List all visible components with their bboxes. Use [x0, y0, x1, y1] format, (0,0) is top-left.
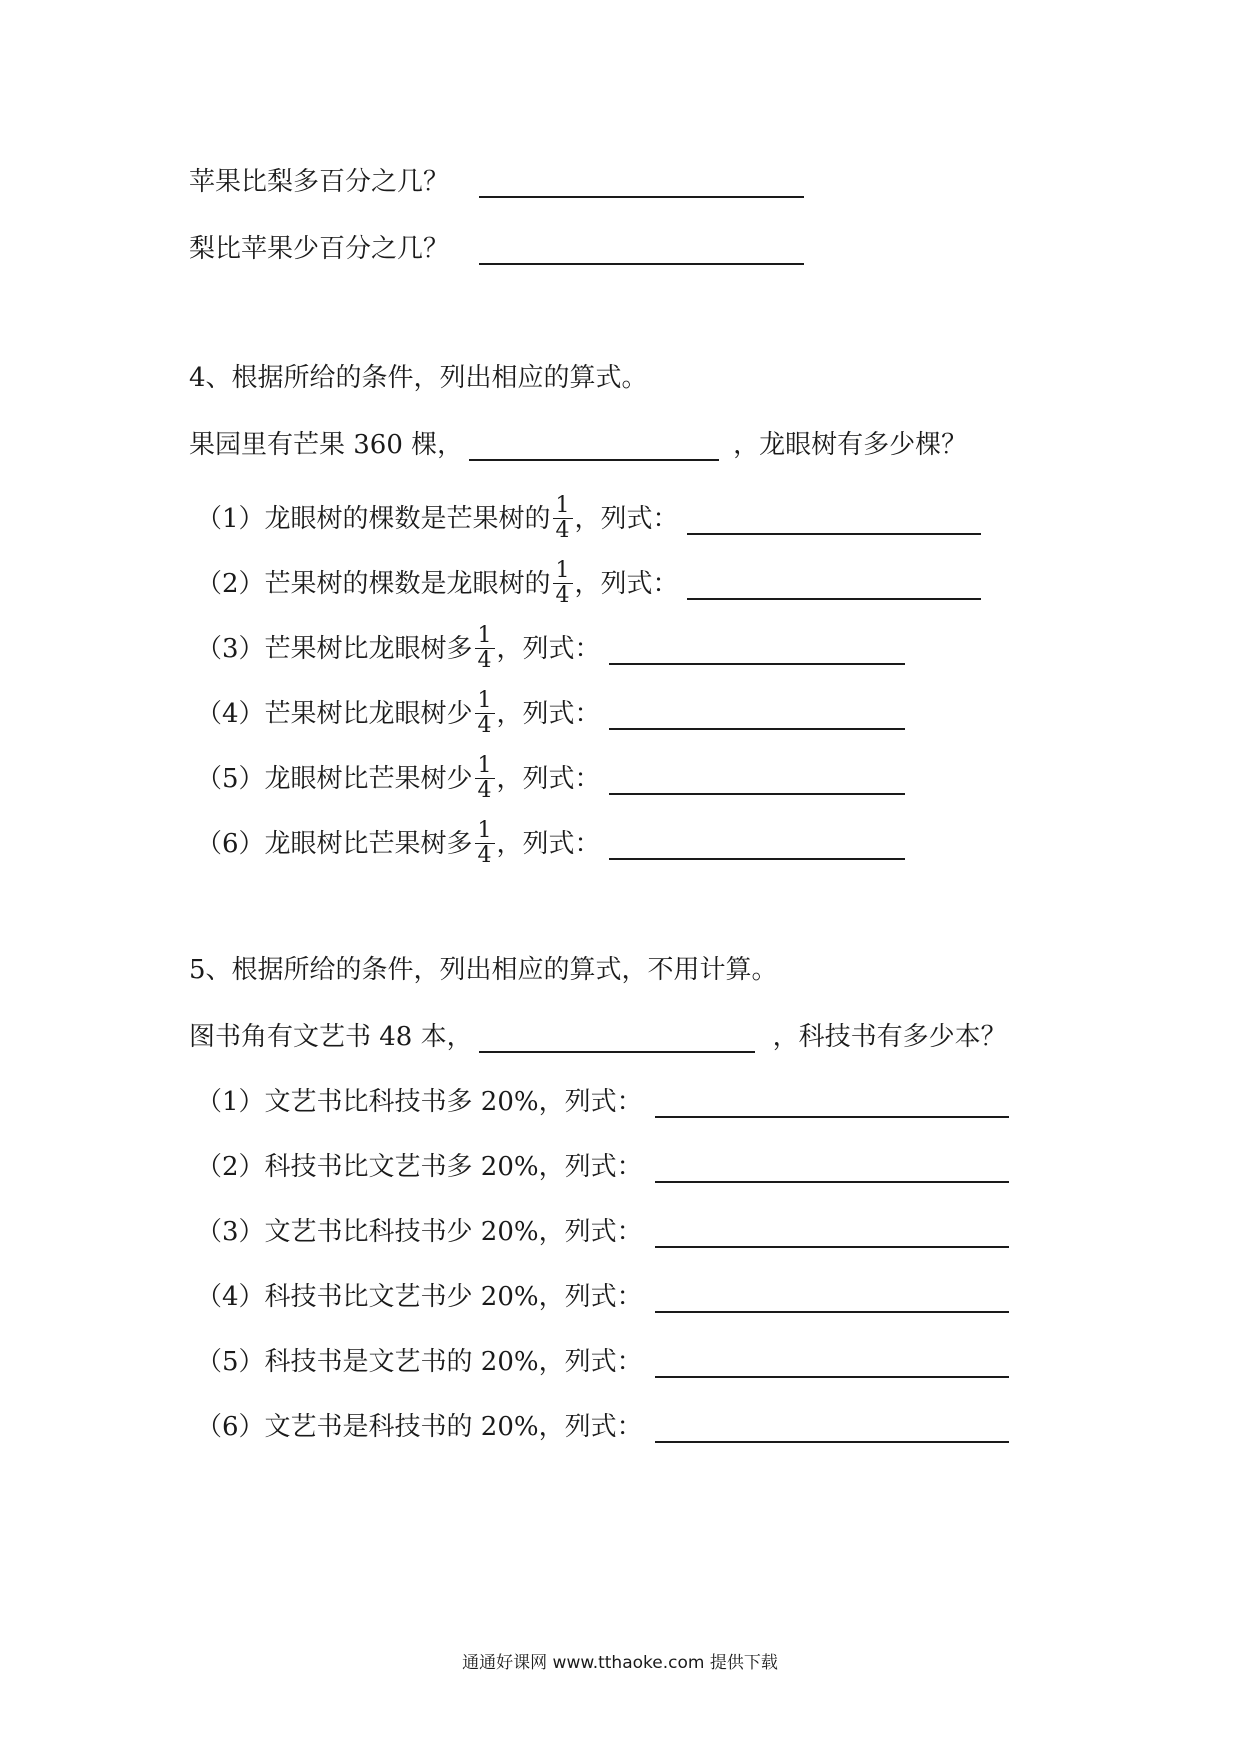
question-pear-less [189, 233, 804, 265]
fraction-numerator: 1 [475, 689, 495, 714]
section4-item-3 [196, 624, 905, 673]
section4-item-2 [196, 559, 981, 608]
question-apple-more [189, 166, 804, 198]
answer-blank[interactable] [609, 763, 905, 795]
fraction-denominator: 4 [477, 778, 492, 803]
answer-blank[interactable] [479, 166, 804, 198]
section5-item-4 [196, 1281, 1009, 1313]
fraction-one-quarter [553, 494, 573, 543]
page-footer: 通通好课网 www.tthaoke.com 提供下载 [462, 1653, 778, 1673]
item-text: （5）科技书是文艺书的 20%，列式： [196, 1347, 643, 1377]
item-prefix: （3）芒果树比龙眼树多 [196, 633, 473, 664]
answer-blank[interactable] [655, 1086, 1009, 1118]
fraction-denominator: 4 [477, 648, 492, 673]
answer-blank[interactable] [655, 1281, 1009, 1313]
item-prefix: （4）芒果树比龙眼树少 [196, 698, 473, 729]
stem-after: ，科技书有多少本？ [772, 1022, 1007, 1052]
fraction-denominator: 4 [477, 843, 492, 868]
fraction-denominator: 4 [555, 518, 570, 543]
item-text: （4）科技书比文艺书少 20%，列式： [196, 1282, 643, 1312]
section4-item-6 [196, 819, 905, 868]
section5-item-2 [196, 1151, 1009, 1183]
section5-item-3 [196, 1216, 1009, 1248]
fraction-numerator: 1 [553, 494, 573, 519]
question-text: 苹果比梨多百分之几？ [189, 167, 450, 197]
item-text: （6）文艺书是科技书的 20%，列式： [196, 1412, 643, 1442]
fraction-one-quarter [475, 689, 495, 738]
section4-item-1 [196, 494, 981, 543]
answer-blank[interactable] [687, 503, 981, 535]
item-text: （2）科技书比文艺书多 20%，列式： [196, 1152, 643, 1182]
item-prefix: （2）芒果树的棵数是龙眼树的 [196, 568, 551, 599]
stem-before: 果园里有芒果 360 棵， [189, 430, 464, 460]
fraction-one-quarter [475, 819, 495, 868]
section4-stem [189, 429, 967, 461]
item-suffix: ，列式： [496, 698, 601, 729]
fraction-one-quarter [475, 624, 495, 673]
answer-blank[interactable] [655, 1411, 1009, 1443]
section5-item-1 [196, 1086, 1009, 1118]
item-text: （1）文艺书比科技书多 20%，列式： [196, 1087, 643, 1117]
section5-item-5 [196, 1346, 1009, 1378]
item-prefix: （1）龙眼树的棵数是芒果树的 [196, 503, 551, 534]
answer-blank[interactable] [655, 1151, 1009, 1183]
section5-heading: 5、根据所给的条件，列出相应的算式，不用计算。 [189, 955, 778, 985]
fraction-one-quarter [553, 559, 573, 608]
answer-blank[interactable] [609, 633, 905, 665]
section4-item-5 [196, 754, 905, 803]
item-suffix: ，列式： [496, 828, 601, 859]
item-suffix: ，列式： [496, 633, 601, 664]
item-suffix: ，列式： [574, 503, 679, 534]
fraction-numerator: 1 [553, 559, 573, 584]
answer-blank[interactable] [687, 568, 981, 600]
answer-blank[interactable] [609, 698, 905, 730]
item-prefix: （6）龙眼树比芒果树多 [196, 828, 473, 859]
answer-blank[interactable] [479, 233, 804, 265]
condition-blank[interactable] [469, 429, 719, 461]
section4-heading: 4、根据所给的条件，列出相应的算式。 [189, 363, 648, 393]
fraction-numerator: 1 [475, 624, 495, 649]
section5-stem [189, 1021, 1007, 1053]
item-suffix: ，列式： [574, 568, 679, 599]
stem-after: ，龙眼树有多少棵？ [733, 430, 968, 460]
fraction-one-quarter [475, 754, 495, 803]
fraction-denominator: 4 [555, 583, 570, 608]
fraction-numerator: 1 [475, 819, 495, 844]
item-prefix: （5）龙眼树比芒果树少 [196, 763, 473, 794]
answer-blank[interactable] [655, 1216, 1009, 1248]
answer-blank[interactable] [609, 828, 905, 860]
condition-blank[interactable] [479, 1021, 755, 1053]
item-text: （3）文艺书比科技书少 20%，列式： [196, 1217, 643, 1247]
stem-before: 图书角有文艺书 48 本， [189, 1022, 473, 1052]
item-suffix: ，列式： [496, 763, 601, 794]
answer-blank[interactable] [655, 1346, 1009, 1378]
fraction-numerator: 1 [475, 754, 495, 779]
fraction-denominator: 4 [477, 713, 492, 738]
section5-item-6 [196, 1411, 1009, 1443]
question-text: 梨比苹果少百分之几？ [189, 234, 450, 264]
section4-item-4 [196, 689, 905, 738]
